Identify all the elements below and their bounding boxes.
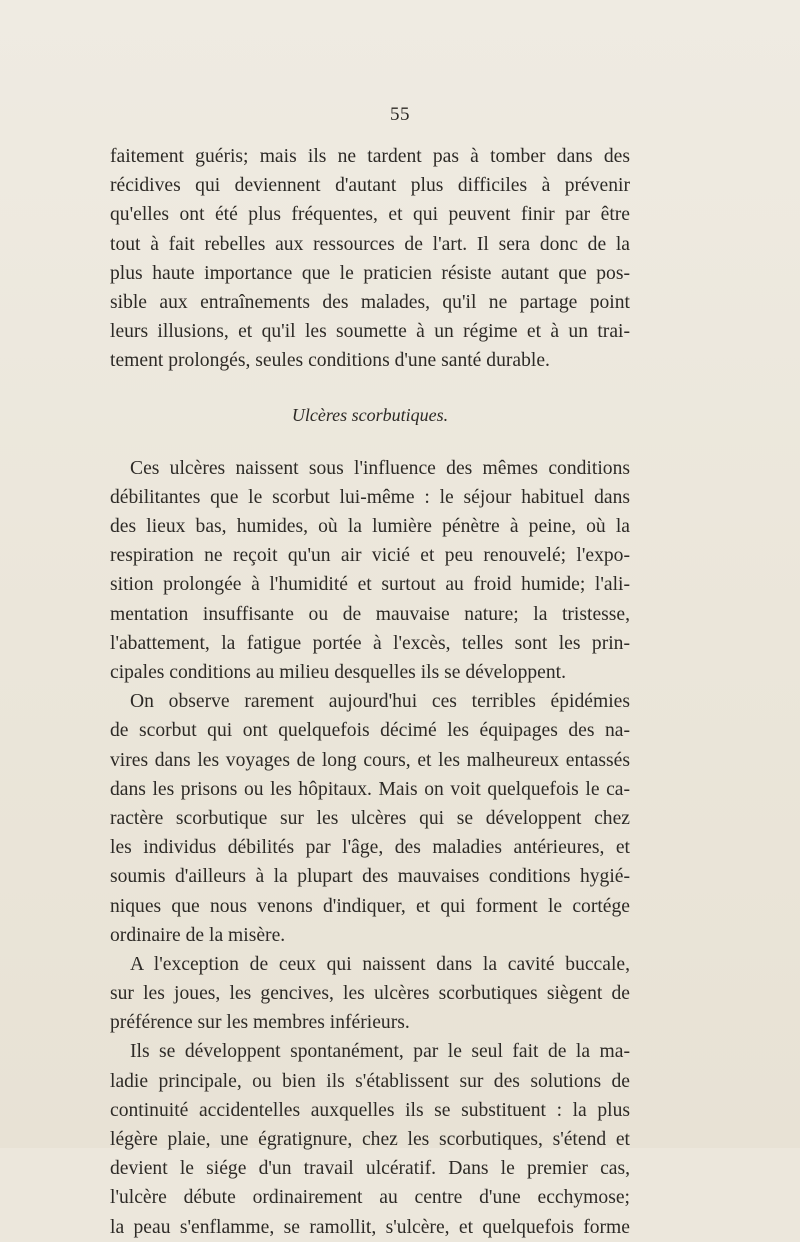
text-line: plus haute importance que le praticien résiste autant que pos- <box>110 262 630 284</box>
text-line: sur les joues, les gencives, les ulcères scorbutiques siègent de <box>110 983 630 1005</box>
text-line: respiration ne reçoit qu'un air vicié et peu renouvelé; l'expo- <box>110 545 630 567</box>
text-line: Ils se développent spontanément, par le seul fait de la ma- <box>130 1041 630 1063</box>
text-line: l'abattement, la fatigue portée à l'excès, telles sont les prin- <box>110 632 630 654</box>
text-line: continuité accidentelles auxquelles ils se substituent : la plus <box>110 1099 630 1121</box>
text-line: récidives qui deviennent d'autant plus difficiles à prévenir <box>110 175 630 197</box>
text-line: niques que nous venons d'indiquer, et qui forment le cortége <box>110 895 630 917</box>
section-heading: Ulcères scorbutiques. <box>291 404 449 425</box>
text-line: légère plaie, une égratignure, chez les scorbutiques, s'étend et <box>110 1129 630 1150</box>
text-line: faitement guéris; mais ils ne tardent pas à tomber dans des <box>110 146 630 167</box>
page-number: 55 <box>390 104 410 125</box>
paragraph <box>110 142 630 376</box>
text-line: devient le siége d'un travail ulcératif. Dans le premier cas, <box>110 1158 630 1180</box>
text-line: mentation insuffisante ou de mauvaise nature; la tristesse, <box>110 603 630 625</box>
paragraph <box>110 454 630 688</box>
text-line: cipales conditions au milieu desquelles ils se développent. <box>110 662 566 683</box>
text-line: leurs illusions, et qu'il les soumette à un régime et à un trai- <box>110 321 630 343</box>
text-line: les individus débilités par l'âge, des maladies antérieures, et <box>110 837 630 859</box>
text-line: A l'exception de ceux qui naissent dans la cavité buccale, <box>130 953 630 975</box>
text-line: ladie principale, ou bien ils s'établissent sur des solutions de <box>110 1070 630 1092</box>
page-body <box>110 142 630 1242</box>
text-line: préférence sur les membres inférieurs. <box>110 1012 410 1034</box>
text-line: l'ulcère débute ordinairement au centre d'une ecchymose; <box>110 1187 630 1209</box>
text-line: On observe rarement aujourd'hui ces terribles épidémies <box>130 691 630 713</box>
text-line: dans les prisons ou les hôpitaux. Mais on voit quelquefois le ca- <box>110 778 630 800</box>
text-line: de scorbut qui ont quelquefois décimé les équipages des na- <box>110 720 630 742</box>
text-line: débilitantes que le scorbut lui-même : le séjour habituel dans <box>110 486 630 508</box>
text-line: qu'elles ont été plus fréquentes, et qui peuvent finir par être <box>110 204 630 226</box>
text-line: soumis d'ailleurs à la plupart des mauvaises conditions hygié- <box>110 866 630 888</box>
paragraph <box>110 950 630 1038</box>
text-line: vires dans les voyages de long cours, et les malheureux entassés <box>110 749 630 771</box>
paragraph <box>110 1037 630 1241</box>
text-line: des lieux bas, humides, où la lumière pénètre à peine, où la <box>110 516 630 538</box>
text-line: Ces ulcères naissent sous l'influence des mêmes conditions <box>130 457 630 479</box>
text-line: tement prolongés, seules conditions d'une santé durable. <box>110 350 550 372</box>
text-line: sition prolongée à l'humidité et surtout au froid humide; l'ali- <box>110 574 630 596</box>
text-line: tout à fait rebelles aux ressources de l'art. Il sera donc de la <box>110 233 630 255</box>
text-line: sible aux entraînements des malades, qu'il ne partage point <box>110 291 630 313</box>
text-line: ordinaire de la misère. <box>110 924 286 946</box>
paragraph <box>110 687 630 950</box>
text-line: ractère scorbutique sur les ulcères qui se développent chez <box>110 807 630 829</box>
text-line: la peau s'enflamme, se ramollit, s'ulcère, et quelquefois forme <box>110 1216 630 1238</box>
